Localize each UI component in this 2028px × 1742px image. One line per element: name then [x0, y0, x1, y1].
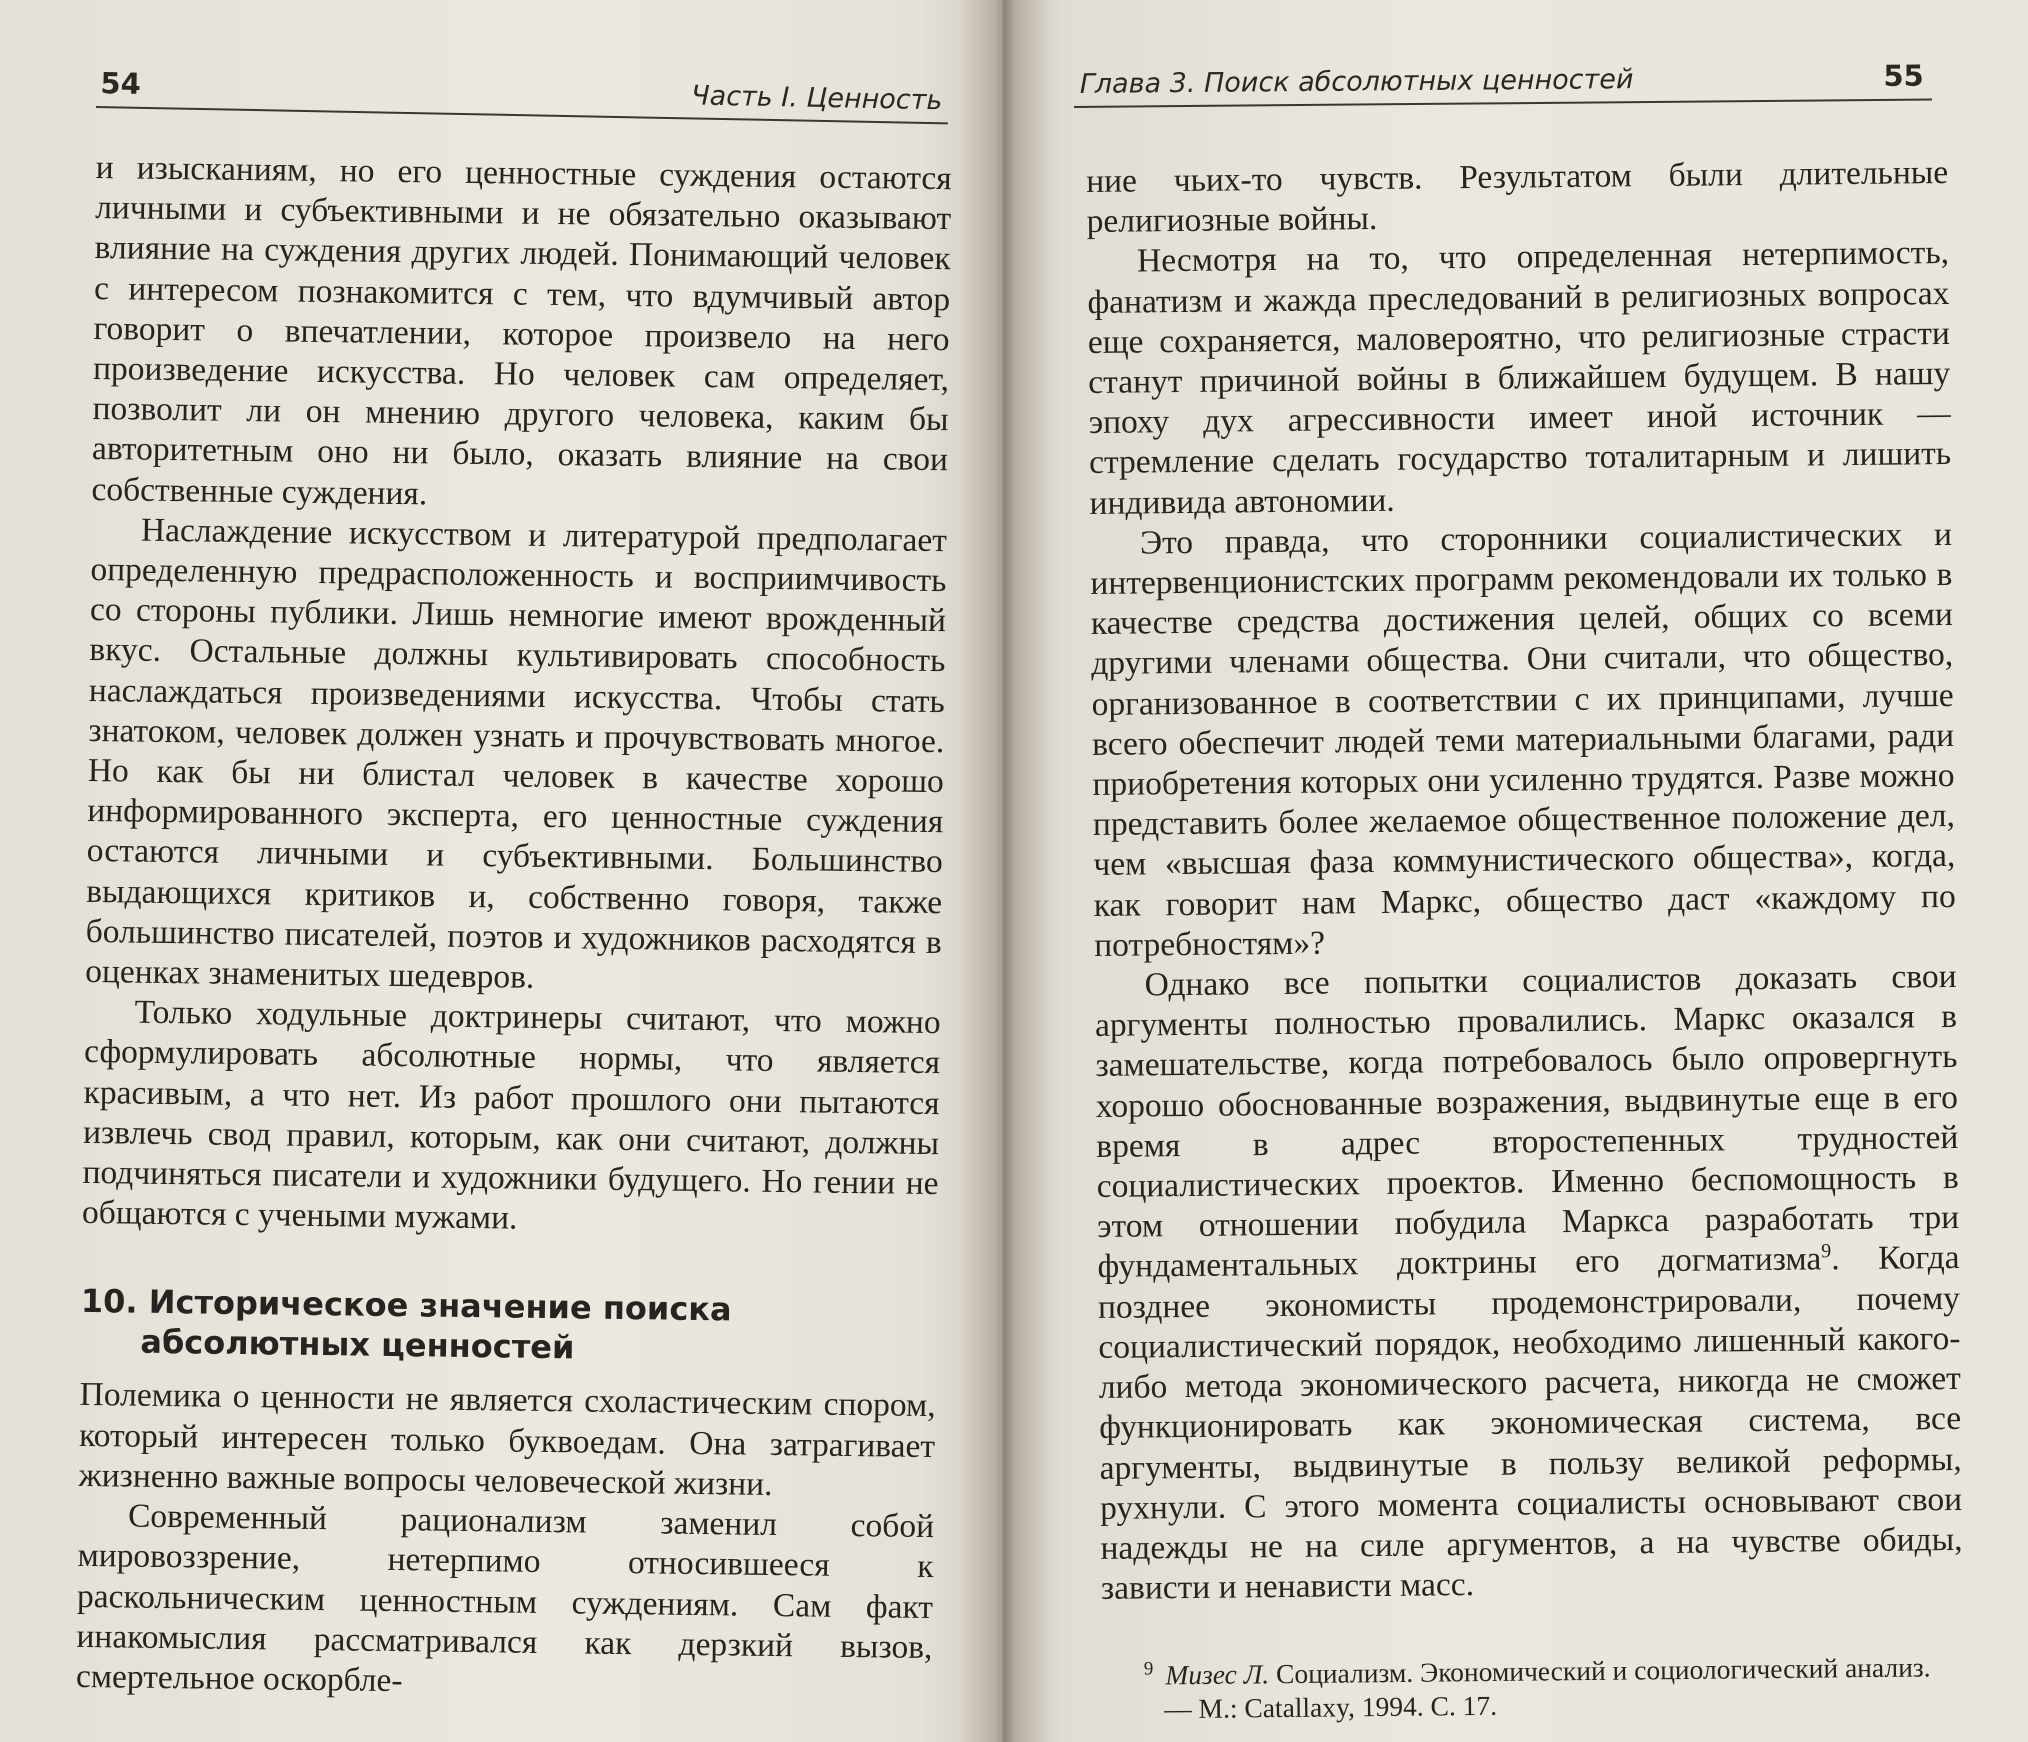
paragraph-text: Однако все попытки социалистов доказать свои аргументы полностью провалились. Маркс оказался в замешательстве, когда потребовалось было опровергнуть хорошо обоснованные возражения, выдвинутые еще в его время в адрес второстепенных трудностей социалистических проектов. Именно беспомощность в этом отношении побудила Маркса разработать три фундаментальных доктрины его догматизма: [1094, 957, 1960, 1286]
right-page-header: [1074, 51, 1932, 108]
left-page: [0, 0, 1000, 1742]
running-title-right: Глава 3. Поиск абсолютных ценностей: [1079, 64, 1634, 100]
footnote-author: Мизес Л.: [1165, 1658, 1270, 1691]
footnote: [1102, 1644, 1965, 1727]
section-title-line-2: абсолютных ценностей: [140, 1323, 575, 1367]
paragraph: Полемика о ценности не является схоластическим спором, который интересен только буквоедам. Она затрагивает жизненно важные вопросы человеческой жизни.: [78, 1376, 936, 1503]
section-title-line-1: Историческое значение поиска: [148, 1283, 732, 1329]
paragraph: Это правда, что сторонники социалистических и интервенционистских программ рекомендовали их только в качестве средства достижения целей, общих со всеми другими членами общества. Они считали, что общество, организованное в соответствии с их принципами, лучше всего обеспечит людей теми материальными благами, ради приобретения которых они усиленно трудятся. Разве можно представить более желаемое общественное положение дел, чем «высшая фаза коммунистического общества», когда, как говорит нам Маркс, общество даст «каждому по потребностям»?: [1090, 515, 1956, 964]
paragraph-continued: и изысканиям, но его ценностные суждения остаются личными и субъективными и не обязательно оказывают влияние на суждения других людей. Понимающий человек с интересом познакомится с тем, что вдумчивый автор говорит о впечатлении, которое произвело на него произведение искусства. Но человек сам определяет, позволит ли он мнению другого человека, каким бы авторитетным оно ни было, оказать влияние на свои собственные суждения.: [91, 148, 952, 512]
page-number-left: 54: [100, 66, 142, 101]
left-page-body: [76, 148, 952, 1708]
page-number-right: 55: [1883, 58, 1924, 93]
paragraph: [1094, 957, 1963, 1609]
footnote-marker: 9: [1143, 1658, 1154, 1680]
paragraph: Современный рационализм заменил собой мировоззрение, нетерпимо относившееся к раскольническим ценностным суждениям. Сам факт инакомыслия рассматривался как дерзкий вызов, смертельное оскорбле-: [75, 1497, 935, 1700]
paragraph-continued: ние чьих-то чувств. Результатом были длительные религиозные войны.: [1086, 153, 1949, 241]
footnote-text: Социализм. Экономический и социологический анализ. — М.: Catallaxy, 1994. С. 17.: [1164, 1651, 1931, 1725]
left-page-header: [96, 58, 949, 124]
right-page-body: [1086, 153, 1964, 1727]
section-heading: [80, 1281, 937, 1372]
paragraph: Только ходульные доктринеры считают, что можно сформулировать абсолютные нормы, что является красивым, а что нет. Из работ прошлого они пытаются извлечь свод правил, которым, как они считают, должны подчиняться писатели и художники будущего. Но гении не общаются с учеными мужами.: [81, 993, 941, 1237]
running-title-left: Часть I. Ценность: [690, 80, 943, 117]
paragraph: Наслаждение искусством и литературой предполагает определенную предрасположенность и восприимчивость со стороны публики. Лишь немногие имеют врожденный вкус. Остальные должны культивировать способность наслаждаться произведениями искусства. Чтобы стать знатоком, человек должен узнать и прочувствовать многое. Но как бы ни блистал человек в качестве хорошо информированного эксперта, его ценностные суждения остаются личными и субъективными. Большинство выдающихся критиков и, собственно говоря, также большинство писателей, поэтов и художников расходятся в оценках знаменитых шедевров.: [84, 511, 948, 996]
section-number: 10.: [80, 1282, 138, 1322]
paragraph-text: . Когда позднее экономисты продемонстрировали, почему социалистический порядок, необходимо лишенный какого-либо метода экономического расчета, никогда не сможет функционировать как экономическая система, все аргументы, выдвинутые в пользу великой реформы, рухнули. С этого момента социалисты основывают свои надежды не на силе аргументов, а на чувстве обиды, зависти и ненависти масс.: [1097, 1239, 1963, 1608]
right-page: [1002, 0, 2028, 1742]
paragraph: Несмотря на то, что определенная нетерпимость, фанатизм и жажда преследований в религиозных вопросах еще сохраняется, маловероятно, что религиозные страсти станут причиной войны в ближайшем будущем. В нашу эпоху дух агрессивности имеет иной источник — стремление сделать государство тоталитарным и лишить индивида автономии.: [1087, 234, 1952, 522]
footnote-reference: 9: [1821, 1240, 1832, 1263]
